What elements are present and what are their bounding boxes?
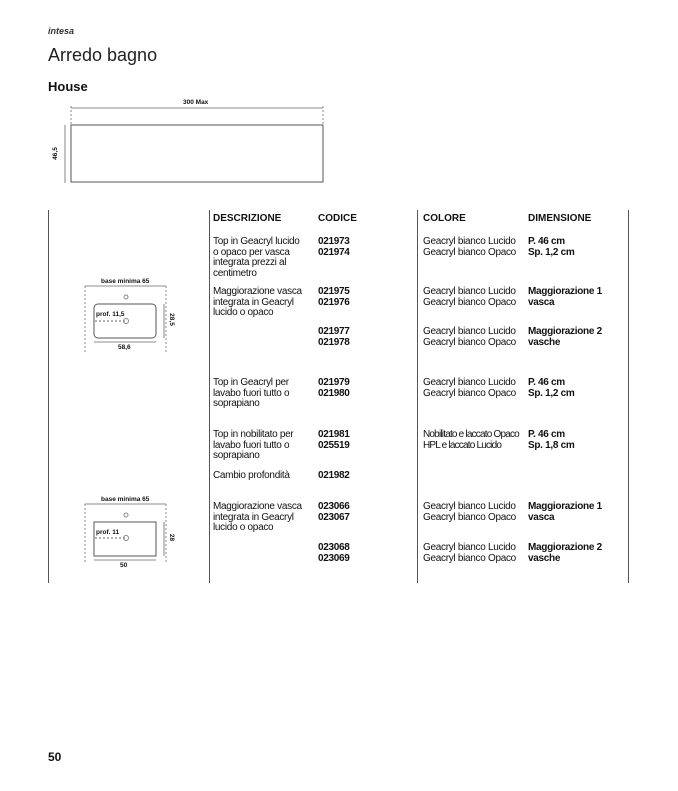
cell-dim: Maggiorazione 1 vasca xyxy=(528,286,602,308)
basin-drawing-1 xyxy=(80,276,190,356)
cell-dim: Maggiorazione 2 vasche xyxy=(528,542,602,564)
depth-label: prof. 11 xyxy=(96,529,120,536)
base-label: base minima 65 xyxy=(101,278,150,285)
cell-colors: Geacryl bianco Lucido Geacryl bianco Opaco xyxy=(423,542,516,564)
cell-colors: Geacryl bianco Lucido Geacryl bianco Opaco xyxy=(423,501,516,523)
table-divider xyxy=(417,210,418,583)
cell-colors: Geacryl bianco Lucido Geacryl bianco Opaco xyxy=(423,236,516,258)
cell-desc: Top in nobilitato per lavabo fuori tutto o soprapiano xyxy=(213,429,294,461)
cell-codes: 021979 021980 xyxy=(318,377,350,399)
brand-logo: intesa xyxy=(48,26,75,36)
header-colore: COLORE xyxy=(423,213,466,224)
cell-codes: 021973 021974 xyxy=(318,236,350,258)
cell-colors: Geacryl bianco Lucido Geacryl bianco Opaco xyxy=(423,377,516,399)
cell-desc: Maggiorazione vasca integrata in Geacryl lucido o opaco xyxy=(213,501,302,533)
cell-dim: P. 46 cm Sp. 1,2 cm xyxy=(528,377,575,399)
cell-codes: 021975 021976 xyxy=(318,286,350,308)
cell-codes: 021981 025519 xyxy=(318,429,350,451)
page-number: 50 xyxy=(48,750,62,764)
height-label: 28,5 xyxy=(167,313,175,326)
width-label: 300 Max xyxy=(183,99,209,106)
basin-drawing-2 xyxy=(80,494,190,574)
product-name: House xyxy=(48,79,88,94)
cell-colors: Nobilitato e laccato Opaco HPL e laccato Lucido xyxy=(423,429,519,451)
table-border-left xyxy=(48,210,49,583)
cell-dim: P. 46 cm Sp. 1,2 cm xyxy=(528,236,575,258)
table-border-right xyxy=(628,210,629,583)
cell-codes: 021982 xyxy=(318,470,350,481)
height-label: 28 xyxy=(168,533,176,542)
depth-label: prof. 11,5 xyxy=(96,311,125,318)
header-dimensione: DIMENSIONE xyxy=(528,213,592,224)
cell-desc: Cambio profondità xyxy=(213,470,290,481)
header-descrizione: DESCRIZIONE xyxy=(213,213,282,224)
width-label: 58,6 xyxy=(118,344,131,351)
width-label: 50 xyxy=(120,562,128,569)
cell-codes: 023068 023069 xyxy=(318,542,350,564)
base-label: base minima 65 xyxy=(101,496,150,503)
page-title: Arredo bagno xyxy=(48,45,158,65)
header-codice: CODICE xyxy=(318,213,357,224)
cell-codes: 023066 023067 xyxy=(318,501,350,523)
cell-colors: Geacryl bianco Lucido Geacryl bianco Opaco xyxy=(423,326,516,348)
cell-dim: Maggiorazione 2 vasche xyxy=(528,326,602,348)
cell-codes: 021977 021978 xyxy=(318,326,350,348)
cell-dim: P. 46 cm Sp. 1,8 cm xyxy=(528,429,575,451)
cell-desc: Top in Geacryl lucido o opaco per vasca integrata prezzi al centimetro xyxy=(213,236,300,279)
cell-dim: Maggiorazione 1 vasca xyxy=(528,501,602,523)
table-divider xyxy=(209,210,210,583)
cell-colors: Geacryl bianco Lucido Geacryl bianco Opaco xyxy=(423,286,516,308)
height-label: 46,5 xyxy=(51,147,59,160)
top-drawing xyxy=(51,98,335,188)
cell-desc: Maggiorazione vasca integrata in Geacryl lucido o opaco xyxy=(213,286,302,318)
cell-desc: Top in Geacryl per lavabo fuori tutto o soprapiano xyxy=(213,377,290,409)
